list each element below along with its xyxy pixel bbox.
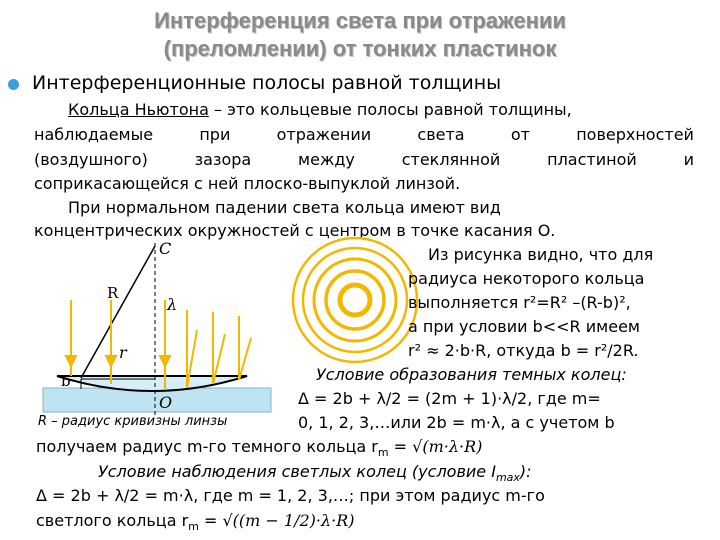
radius-line — [81, 246, 155, 378]
label-c: C — [159, 239, 172, 258]
figure-caption: R – радиус кривизны линзы — [38, 414, 228, 429]
subscript-max: max — [495, 471, 520, 485]
word: (воздушного) — [34, 150, 148, 169]
bottom-line-4 — [36, 510, 354, 538]
ray-arrow-icon — [160, 356, 170, 366]
word: наблюдаемые — [34, 125, 154, 144]
newton-rings-term: Кольца Ньютона — [68, 100, 209, 119]
ring — [293, 238, 417, 362]
equals-sign: = — [388, 437, 413, 456]
bright-ring-radius-formula: √((m − 1/2)·λ·R) — [222, 511, 355, 530]
subscript-m: m — [188, 520, 199, 534]
slide-title-line-2: (преломлении) от тонких пластинок — [163, 36, 557, 61]
para2-line1: При нормальном падении света кольца имеют вид — [68, 198, 501, 217]
word: поверхностей — [576, 125, 694, 144]
bullet-icon — [8, 79, 19, 90]
word: отражении — [276, 125, 372, 144]
bottom-line-3: Δ = 2b + λ/2 = m·λ, где m = 1, 2, 3,…; при этом радиус m-го — [36, 486, 545, 505]
word: стеклянной — [401, 150, 501, 169]
label-r-radius: R — [107, 284, 119, 302]
bottom-line-1 — [36, 436, 482, 464]
right-text-line-4: а при условии b<<R имеем — [408, 317, 640, 336]
para1-line1-rest: – это кольцевые полосы равной толщины, — [208, 100, 572, 119]
ring — [303, 248, 407, 352]
label-r-small: r — [119, 343, 127, 362]
ray — [239, 338, 251, 380]
word: пластиной — [547, 150, 637, 169]
right-text-line-2: радиуса некоторого кольца — [408, 269, 645, 288]
word: света — [417, 125, 465, 144]
newton-rings-image — [290, 235, 420, 365]
ring — [340, 285, 370, 315]
dark-ring-radius-formula: √(m·λ·R) — [412, 437, 483, 456]
subscript-m: m — [377, 446, 389, 460]
ray-arrow-icon — [66, 356, 76, 366]
para1-line2 — [34, 124, 694, 146]
bright-ring-radius-text: светлого кольца r — [36, 511, 189, 530]
dark-ring-radius-text: получаем радиус m-го темного кольца r — [36, 437, 378, 456]
para1-line1 — [68, 99, 572, 121]
right-text-line-1: Из рисунка видно, что для — [428, 245, 654, 264]
bullet-heading: Интерференционные полосы равной толщины — [32, 72, 502, 94]
word: зазора — [194, 150, 252, 169]
word: и — [683, 150, 694, 169]
equals-sign: = — [198, 511, 223, 530]
bright-rings-condition: Условие наблюдения светлых колец (условие I — [98, 462, 496, 481]
right-text-line-3: выполняется r²=R² –(R-b)², — [408, 293, 631, 312]
para1-line4: соприкасающейся с ней плоско-выпуклой линзой. — [34, 174, 461, 193]
condition-close: ): — [519, 462, 532, 481]
label-b: b — [61, 372, 71, 390]
ray-arrow-icon — [106, 356, 116, 366]
label-lambda: λ — [167, 295, 178, 314]
slide-title-line-1: Интерференция света при отражении — [154, 8, 566, 33]
right-text-line-5: r² ≈ 2·b·R, откуда b = r²/2R. — [408, 341, 639, 360]
para1-line3 — [34, 149, 694, 171]
word: от — [510, 125, 530, 144]
dark-rings-formula: Δ = 2b + λ/2 = (2m + 1)·λ/2, где m= — [298, 389, 601, 408]
newton-rings-setup-figure — [35, 238, 275, 438]
label-o: O — [159, 393, 173, 412]
ring — [326, 271, 384, 329]
word: между — [298, 150, 355, 169]
dark-rings-condition: Условие образования темных колец: — [316, 365, 627, 384]
dark-rings-values: 0, 1, 2, 3,…или 2b = m·λ, а с учетом b — [298, 413, 615, 432]
para2-line2: концентрических окружностей с центром в точке касания О. — [34, 221, 556, 240]
word: при — [199, 125, 231, 144]
